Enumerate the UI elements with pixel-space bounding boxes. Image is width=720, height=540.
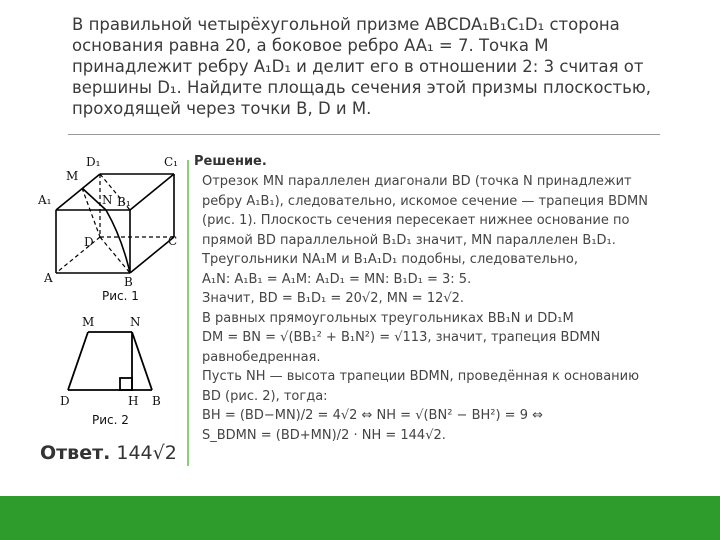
label-b: B	[124, 275, 133, 289]
problem-line: вершины D₁. Найдите площадь сечения этой призмы плоскостью,	[72, 78, 651, 97]
solution-line: Отрезок MN параллелен диагонали BD (точка N принадлежит	[202, 174, 632, 189]
problem-line: проходящей через точки B, D и M.	[72, 99, 372, 118]
fig2-label-d: D	[60, 394, 70, 408]
solution-accent-bar	[187, 160, 189, 466]
solution-line: (рис. 1). Плоскость сечения пересекает нижнее основание по	[202, 213, 630, 228]
figure-2-caption: Рис. 2	[92, 413, 129, 427]
problem-statement	[72, 14, 662, 119]
label-d1: D₁	[86, 155, 101, 169]
answer-label: Ответ.	[40, 442, 111, 464]
label-a1: A₁	[38, 193, 52, 207]
fig2-label-n: N	[130, 315, 141, 329]
footer-bar	[0, 496, 720, 540]
label-a: A	[44, 271, 53, 285]
solution-title: Решение.	[194, 154, 267, 169]
label-c1: C₁	[164, 155, 178, 169]
solution-line: BH = (BD−MN)/2 = 4√2 ⇔ NH = √(BN² − BH²) = 9 ⇔	[202, 408, 544, 423]
label-m: M	[66, 169, 79, 183]
label-d: D	[84, 235, 94, 249]
solution-line: Пусть NH — высота трапеции BDMN, проведённая к основанию	[202, 369, 640, 384]
figure-1-caption: Рис. 1	[102, 289, 139, 303]
fig2-label-h: H	[128, 394, 139, 408]
solution-line: Треугольники NA₁M и B₁A₁D₁ подобны, следовательно,	[202, 252, 578, 267]
figure-2-trapezoid	[52, 312, 180, 436]
problem-line: В правильной четырёхугольной призме ABCDA₁B₁C₁D₁ сторона	[72, 15, 620, 34]
solution-line: A₁N: A₁B₁ = A₁M: A₁D₁ = MN: B₁D₁ = 3: 5.	[202, 271, 472, 287]
solution-line: BD (рис. 2), тогда:	[202, 388, 328, 404]
solution-line: S_BDMN = (BD+MN)/2 · NH = 144√2.	[202, 427, 446, 443]
solution-line: DM = BN = √(BB₁² + B₁N²) = √113, значит, трапеция BDMN	[202, 330, 601, 345]
solution-line: прямой BD параллельной B₁D₁ значит, MN параллелен B₁D₁.	[202, 232, 616, 248]
problem-line: основания равна 20, а боковое ребро AA₁ = 7. Точка M	[72, 36, 549, 55]
label-b1: B₁	[117, 195, 131, 209]
separator-line	[68, 134, 660, 135]
solution-line: равнобедренная.	[202, 349, 321, 365]
answer	[40, 442, 177, 464]
solution-line: В равных прямоугольных треугольниках BB₁N и DD₁M	[202, 310, 574, 326]
figure-1-prism	[34, 148, 184, 308]
fig2-label-b: B	[152, 394, 161, 408]
label-n: N	[102, 193, 113, 207]
problem-line: принадлежит ребру A₁D₁ и делит его в отношении 2: 3 считая от	[72, 57, 644, 76]
label-c: C	[168, 234, 178, 248]
solution-line: ребру A₁B₁), следовательно, искомое сечение — трапеция BDMN	[202, 193, 648, 209]
solution-line: Значит, BD = B₁D₁ = 20√2, MN = 12√2.	[202, 291, 465, 306]
solution-body	[202, 172, 662, 445]
answer-value: 144√2	[116, 442, 177, 464]
fig2-label-m: M	[82, 315, 95, 329]
